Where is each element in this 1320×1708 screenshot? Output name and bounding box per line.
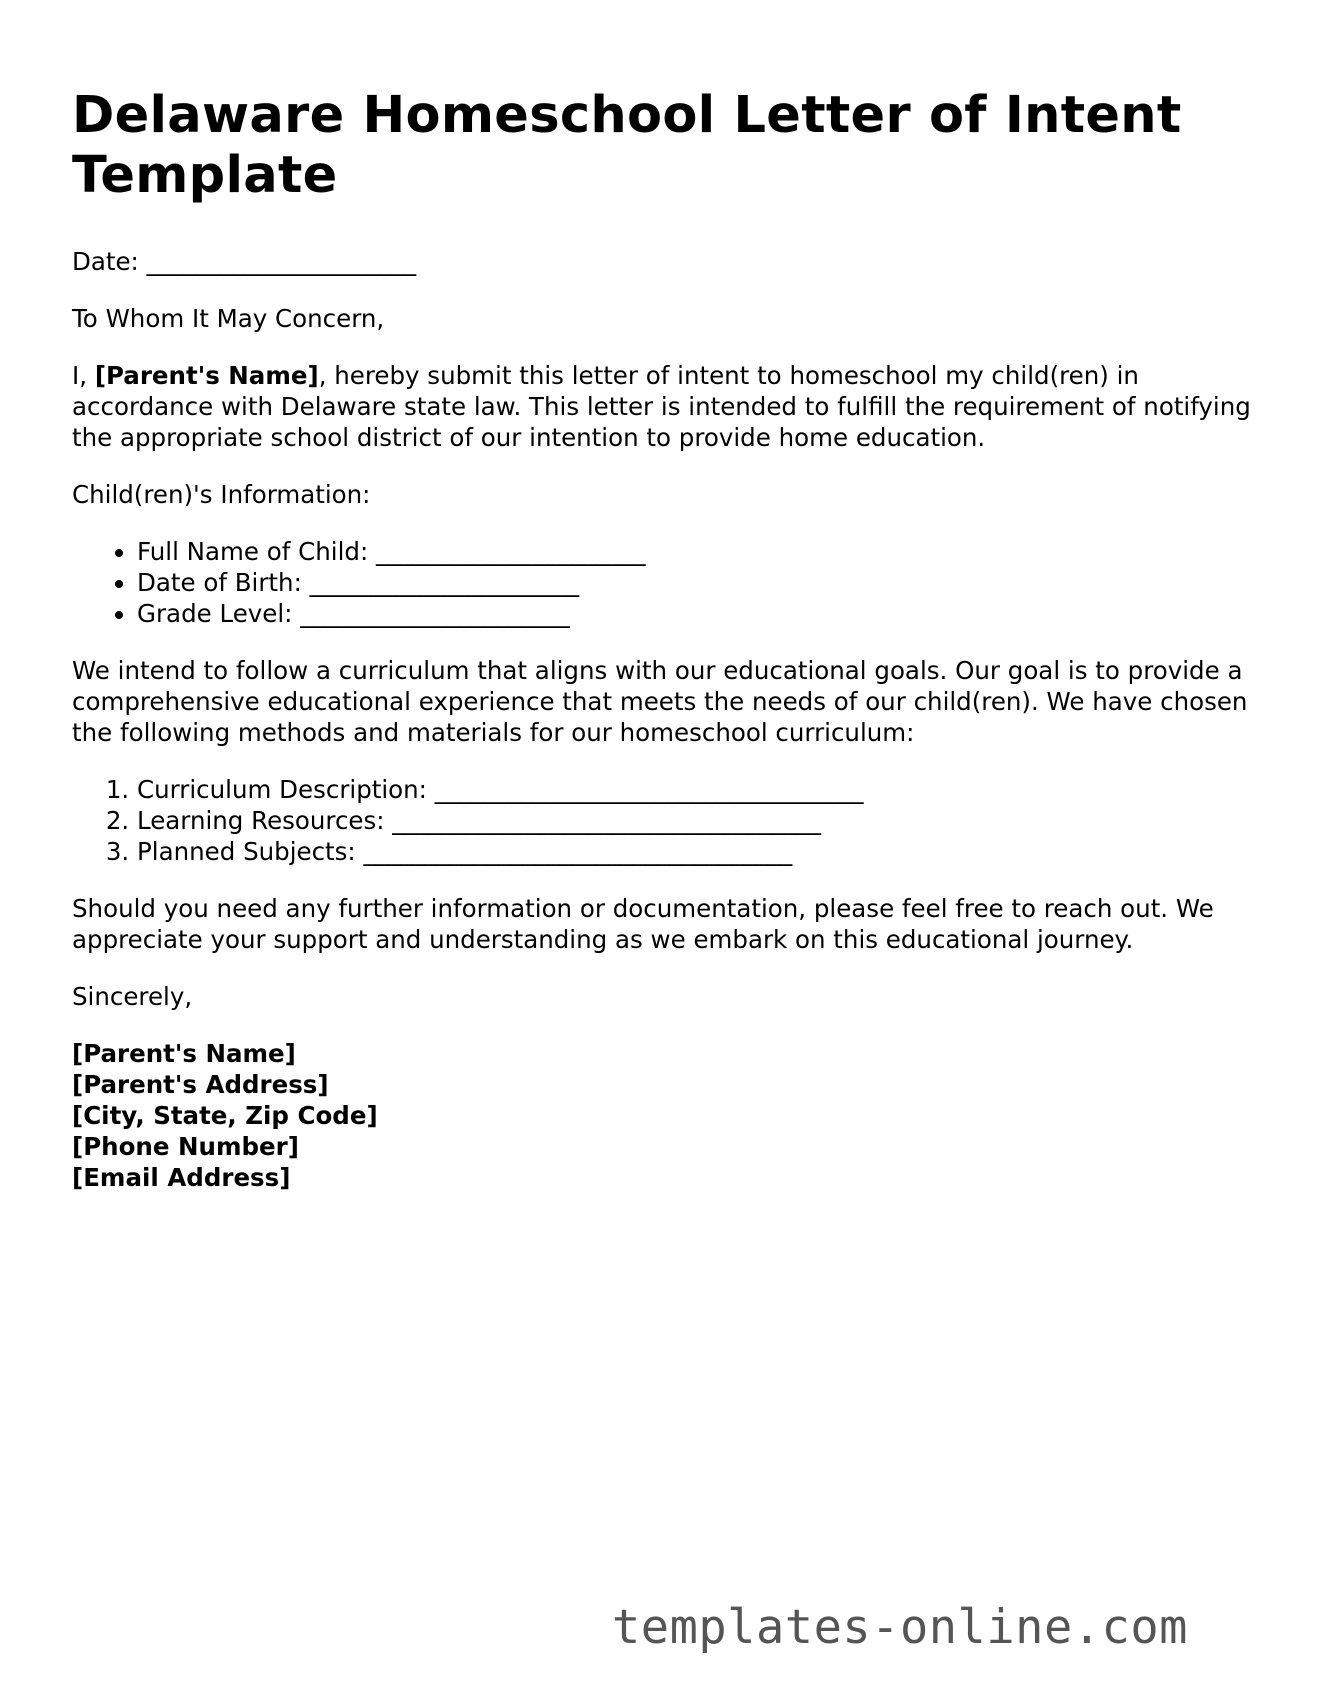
intro-text: , hereby submit this letter of intent to homeschool my child(ren) in accordance with Delaware state law. This letter is intended to fulfill the requirement of notifying the appropriate school district of our intention to provide home education. [72, 361, 1251, 452]
intro-paragraph [72, 360, 1252, 453]
planned-subjects-field: 3. Planned Subjects: ___________________________________ [137, 836, 1252, 867]
intro-parent-name: [Parent's Name] [94, 361, 319, 390]
child-grade-field: • Grade Level: ______________________ [137, 598, 1252, 629]
letter-page [72, 86, 1252, 1193]
signature-parent-address: [Parent's Address] [72, 1070, 329, 1099]
watermark: templates-online.com [612, 1600, 1188, 1655]
signoff: Sincerely, [72, 982, 193, 1011]
learning-resources-field: 2. Learning Resources: ___________________________________ [137, 805, 1252, 836]
signature-email: [Email Address] [72, 1163, 291, 1192]
curriculum-paragraph: We intend to follow a curriculum that aligns with our educational goals. Our goal is to provide a comprehensive educational experience that meets the needs of our child(ren). We have chosen the following methods and materials for our homeschool curriculum: [72, 656, 1248, 747]
page-title: Delaware Homeschool Letter of Intent Template [72, 86, 1182, 205]
signature-phone: [Phone Number] [72, 1132, 299, 1161]
date-line: Date: ______________________ [72, 247, 417, 276]
closing-paragraph: Should you need any further information or documentation, please feel free to reach out. We appreciate your support and understanding as we embark on this educational journey. [72, 894, 1214, 954]
child-dob-field: • Date of Birth: ______________________ [137, 567, 1252, 598]
curriculum-list [72, 774, 1252, 867]
signature-city-state-zip: [City, State, Zip Code] [72, 1101, 378, 1130]
children-fields-list [72, 536, 1252, 629]
signature-parent-name: [Parent's Name] [72, 1039, 296, 1068]
children-heading: Child(ren)'s Information: [72, 480, 371, 509]
curriculum-description-field: 1. Curriculum Description: ___________________________________ [137, 774, 1252, 805]
salutation: To Whom It May Concern, [72, 304, 385, 333]
signature-block [72, 1038, 1252, 1193]
child-name-field: • Full Name of Child: ______________________ [137, 536, 1252, 567]
intro-prefix: I, [72, 361, 95, 390]
